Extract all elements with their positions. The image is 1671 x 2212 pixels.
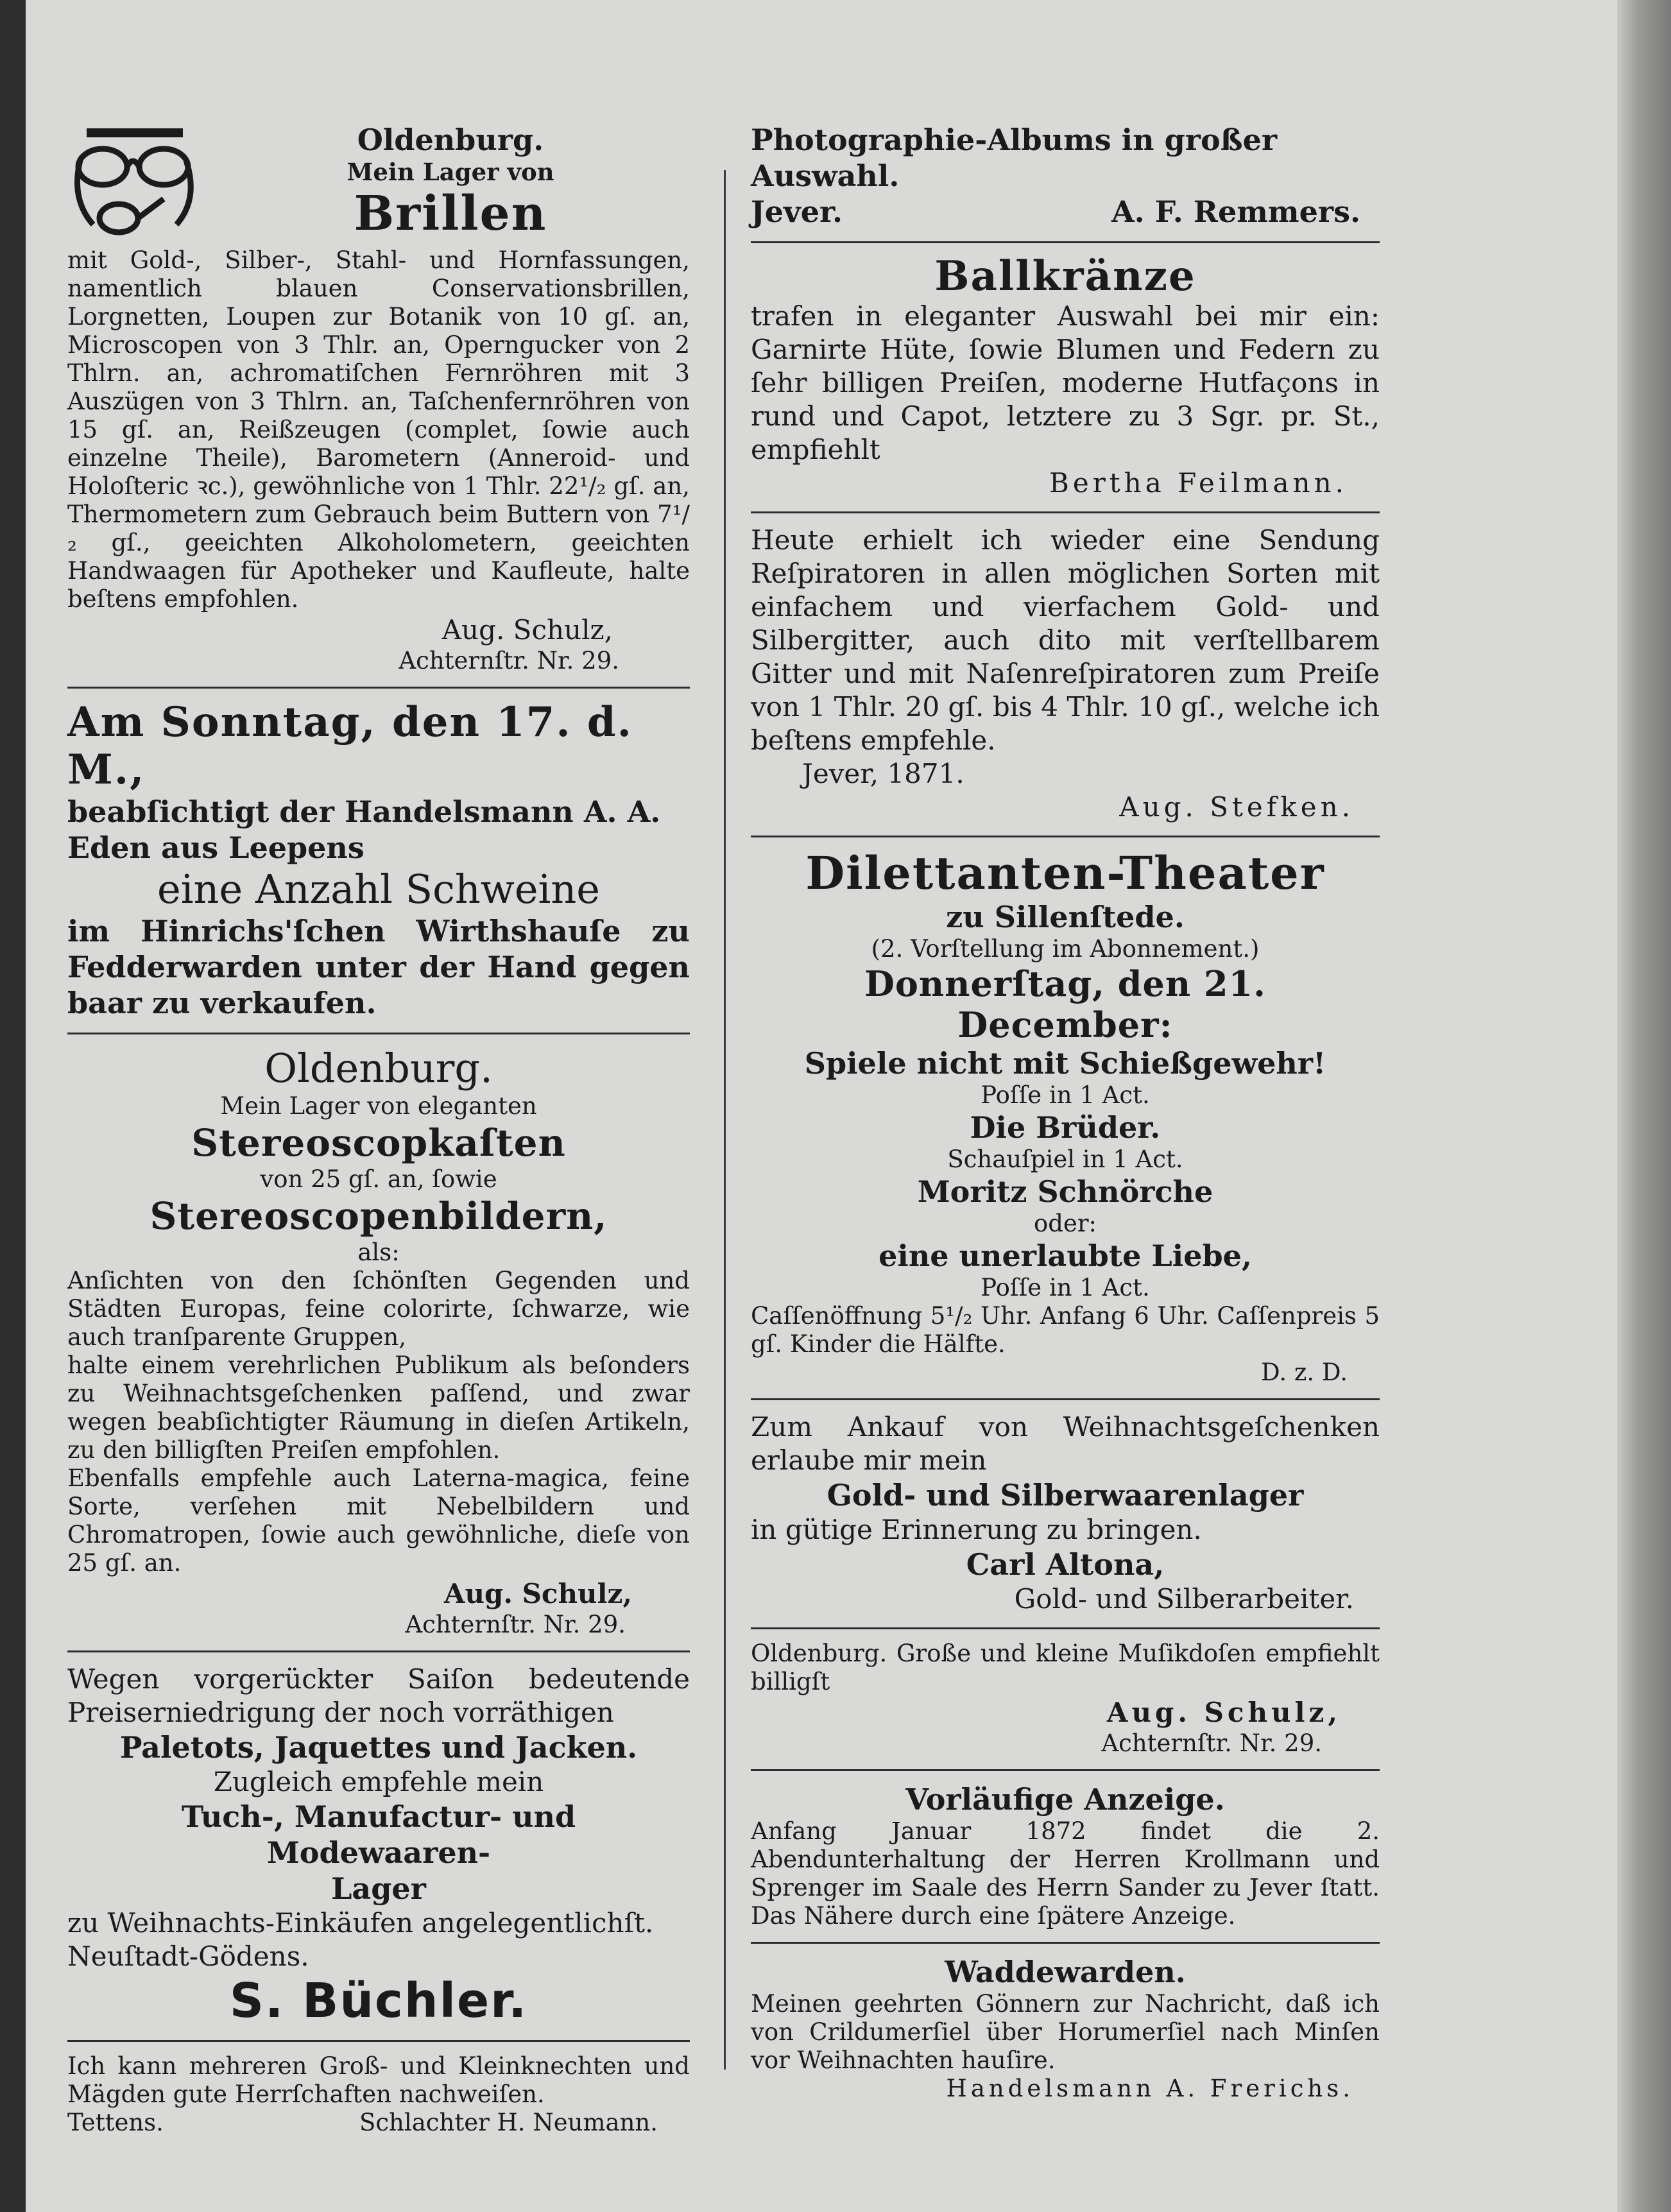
ad-remmers xyxy=(751,122,1380,230)
ad-brillen xyxy=(67,122,690,675)
brillen-city: Oldenburg. xyxy=(357,123,544,157)
stefken-body: Heute erhielt ich wieder eine Sendung Reſpiratoren in allen möglichen Sorten mit einfachem und vierfachem Gold- und Silbergitter, auch dito mit verſtellbarem Gitter und mit Naſenreſpiratoren zum Preiſe von 1 Thlr. 20 gſ. bis 4 Thlr. 10 gſ., welche ich beſtens empfehle. xyxy=(751,524,1380,756)
buechler-line4: Tuch-, Manufactur- und Modewaaren- xyxy=(181,1799,576,1870)
neumann-body: Ich kann mehreren Groß- und Kleinknechten und Mägden gute Herrſchaften nachweiſen. xyxy=(67,2052,690,2108)
theater-note: (2. Vorſtellung im Abonnement.) xyxy=(871,935,1260,963)
book-binding xyxy=(0,0,26,2212)
theater-play1-type: Poſſe in 1 Act. xyxy=(981,1081,1150,1109)
feilmann-body: trafen in eleganter Auswahl bei mir ein: Garnirte Hüte, ſowie Blumen und Federn zu ſehr billigen Preiſen, moderne Hutfaçons in rund und Capot, letztere zu 3 Sgr. pr. St., empfiehlt xyxy=(751,300,1380,465)
ad-buechler xyxy=(67,1663,690,2028)
theater-title: Dilettanten-Theater xyxy=(805,846,1325,900)
divider xyxy=(751,836,1380,837)
musikdosen-body: Oldenburg. Große und kleine Muſikdoſen empfiehlt billigſt xyxy=(751,1640,1380,1695)
theater-date: Donnerſtag, den 21. December: xyxy=(864,963,1266,1045)
stefken-signature: Aug. Stefken. xyxy=(1119,791,1354,823)
stereo-address: Achternſtr. Nr. 29. xyxy=(405,1611,626,1638)
neumann-signature: Schlachter H. Neumann. xyxy=(359,2109,658,2136)
stereo-als: als: xyxy=(357,1239,400,1266)
divider xyxy=(751,1398,1380,1400)
buechler-line5: Lager xyxy=(331,1871,426,1906)
altona-name: Carl Altona, xyxy=(966,1547,1165,1582)
stereo-intro: Mein Lager von eleganten xyxy=(220,1092,537,1120)
stereo-signature: Aug. Schulz, xyxy=(443,1578,632,1609)
divider xyxy=(751,241,1380,243)
feilmann-signature: Bertha Feilmann. xyxy=(1049,467,1348,499)
ad-altona xyxy=(751,1410,1380,1616)
ad-stefken xyxy=(751,524,1380,824)
buechler-line2: Paletots, Jaquettes und Jacken. xyxy=(119,1730,638,1765)
brillen-body: mit Gold-, Silber-, Stahl- und Hornfassungen, namentlich blauen Conservationsbrillen, Lorgnetten, Loupen zur Botanik von 10 gſ. an, Microscopen von 3 Thlr. an, Operngucker von 2 Thlrn. an, achromatiſchen Fernröhren mit 3 Auszügen von 3 Thlrn. an, Taſchenfernröhren von 15 gſ. an, Reißzeugen (complet, ſowie auch einzelne Theile), Barometern (Anneroid- und Holoſteric ꝛc.), gewöhnliche von 1 Thlr. 22¹/₂ gſ. an, Thermometern zum Gebrauch beim Buttern von 7¹/₂ gſ., geeichten Alkoholometern, geeichten Handwaagen für Apotheker und Kaufleute, halte beſtens empfohlen. xyxy=(67,246,690,613)
stereo-title1: Stereoscopkaſten xyxy=(191,1121,566,1165)
remmers-body: Photographie-Albums in großer Auswahl. xyxy=(751,123,1278,193)
schweine-line1: Am Sonntag, den 17. d. M., xyxy=(67,698,633,794)
buechler-line3: Zugleich empfehle mein xyxy=(213,1766,544,1797)
anzeige-body: Anfang Januar 1872 findet die 2. Abendunterhaltung der Herren Krollmann und Sprenger im Saale des Herrn Sander zu Jever ſtatt. Das Nähere durch eine ſpätere Anzeige. xyxy=(751,1817,1380,1930)
ad-frerichs xyxy=(751,1954,1380,2103)
frerichs-signature: Handelsmann A. Frerichs. xyxy=(946,2075,1354,2102)
column-divider xyxy=(724,170,726,2070)
divider xyxy=(67,1650,690,1652)
theater-oder: oder: xyxy=(1033,1210,1097,1237)
buechler-line6: zu Weihnachts-Einkäufen angelegentlichſt. xyxy=(67,1907,654,1939)
ad-stereoscop xyxy=(67,1045,690,1639)
altona-title: Gold- und Silberwaarenlager xyxy=(827,1478,1304,1513)
theater-sub: zu Sillenſtede. xyxy=(946,900,1185,934)
theater-play3: Moritz Schnörche xyxy=(917,1174,1213,1209)
divider xyxy=(67,687,690,689)
divider xyxy=(751,511,1380,513)
altona-body1: Zum Ankauf von Weihnachtsgeſchenken erlaube mir mein xyxy=(751,1411,1380,1476)
frerichs-body: Meinen geehrten Gönnern zur Nachricht, daß ich von Crildumerſiel über Horumerſiel nach Minſen vor Weihnachten hauſire. xyxy=(751,1990,1380,2074)
brillen-intro: Mein Lager von xyxy=(347,158,554,186)
divider xyxy=(751,1942,1380,1944)
stereo-sub1: von 25 gſ. an, ſowie xyxy=(260,1165,497,1193)
buechler-line7: Neuſtadt-Gödens. xyxy=(67,1941,309,1972)
ad-theater xyxy=(751,848,1380,1387)
divider xyxy=(67,1033,690,1034)
schweine-line5: im Hinrichs'ſchen Wirthshauſe zu Fedderwarden unter der Hand gegen baar zu verkaufen. xyxy=(67,914,690,1020)
theater-sig: D. z. D. xyxy=(1261,1359,1348,1386)
neumann-place: Tettens. xyxy=(67,2109,164,2136)
ad-feilmann xyxy=(751,253,1380,500)
divider xyxy=(751,1627,1380,1629)
stereo-city: Oldenburg. xyxy=(264,1045,493,1092)
ad-musikdosen xyxy=(751,1640,1380,1758)
right-column xyxy=(751,122,1380,2103)
schweine-line3: Eden aus Leepens xyxy=(67,830,364,865)
stereo-body3: Ebenfalls empfehle auch Laterna-magica, feine Sorte, verſehen mit Nebelbildern und Chromatropen, ſowie auch gewöhnliche, dieſe von 25 gſ. an. xyxy=(67,1464,690,1577)
brillen-address: Achternſtr. Nr. 29. xyxy=(398,647,619,674)
theater-play3b: eine unerlaubte Liebe, xyxy=(878,1239,1252,1273)
musikdosen-address: Achternſtr. Nr. 29. xyxy=(1101,1729,1322,1757)
stefken-place: Jever, 1871. xyxy=(802,758,964,789)
brillen-signature: Aug. Schulz, xyxy=(441,614,613,646)
schweine-line2: beabſichtigt der Handelsmann A. A. xyxy=(67,794,661,829)
theater-play2-type: Schauſpiel in 1 Act. xyxy=(947,1145,1183,1173)
feilmann-title: Ballkränze xyxy=(934,252,1196,300)
buechler-name: S. Büchler. xyxy=(229,1973,528,2028)
brillen-title: Brillen xyxy=(354,186,547,241)
divider xyxy=(751,1769,1380,1771)
theater-play1: Spiele nicht mit Schießgewehr! xyxy=(804,1046,1326,1081)
remmers-signature: A. F. Remmers. xyxy=(1111,194,1360,229)
ad-schweine xyxy=(67,699,690,1021)
left-column xyxy=(67,122,690,2137)
schweine-line4: eine Anzahl Schweine xyxy=(157,866,600,913)
buechler-body1: Wegen vorgerückter Saiſon bedeutende Preiserniedrigung der noch vorräthigen xyxy=(67,1663,690,1728)
ad-anzeige xyxy=(751,1781,1380,1930)
musikdosen-signature: Aug. Schulz, xyxy=(1106,1697,1341,1728)
anzeige-title: Vorläufige Anzeige. xyxy=(905,1782,1225,1817)
remmers-place: Jever. xyxy=(751,194,843,229)
spectacles-icon xyxy=(67,122,202,244)
stereo-body1: Anſichten von den ſchönſten Gegenden und Städten Europas, feine colorirte, ſchwarze, wie auch tranſparente Gruppen, xyxy=(67,1267,690,1351)
page-edges xyxy=(1617,0,1671,2212)
theater-info: Caſſenöffnung 5¹/₂ Uhr. Anfang 6 Uhr. Caſſenpreis 5 gſ. Kinder die Hälfte. xyxy=(751,1302,1380,1358)
stereo-title2: Stereoscopenbildern, xyxy=(150,1194,608,1238)
theater-play3-type: Poſſe in 1 Act. xyxy=(981,1274,1150,1301)
frerichs-title: Waddewarden. xyxy=(945,1955,1186,1989)
theater-play2: Die Brüder. xyxy=(970,1110,1161,1145)
stereo-body2: halte einem verehrlichen Publikum als beſonders zu Weihnachtsgeſchenken paſſend, und zwar wegen beabſichtigter Räumung in dieſen Artikeln, zu den billigſten Preiſen empfohlen. xyxy=(67,1351,690,1464)
ad-neumann xyxy=(67,2052,690,2137)
divider xyxy=(67,2040,690,2042)
altona-body2: in gütige Erinnerung zu bringen. xyxy=(751,1514,1202,1545)
altona-trade: Gold- und Silberarbeiter. xyxy=(1014,1583,1354,1615)
